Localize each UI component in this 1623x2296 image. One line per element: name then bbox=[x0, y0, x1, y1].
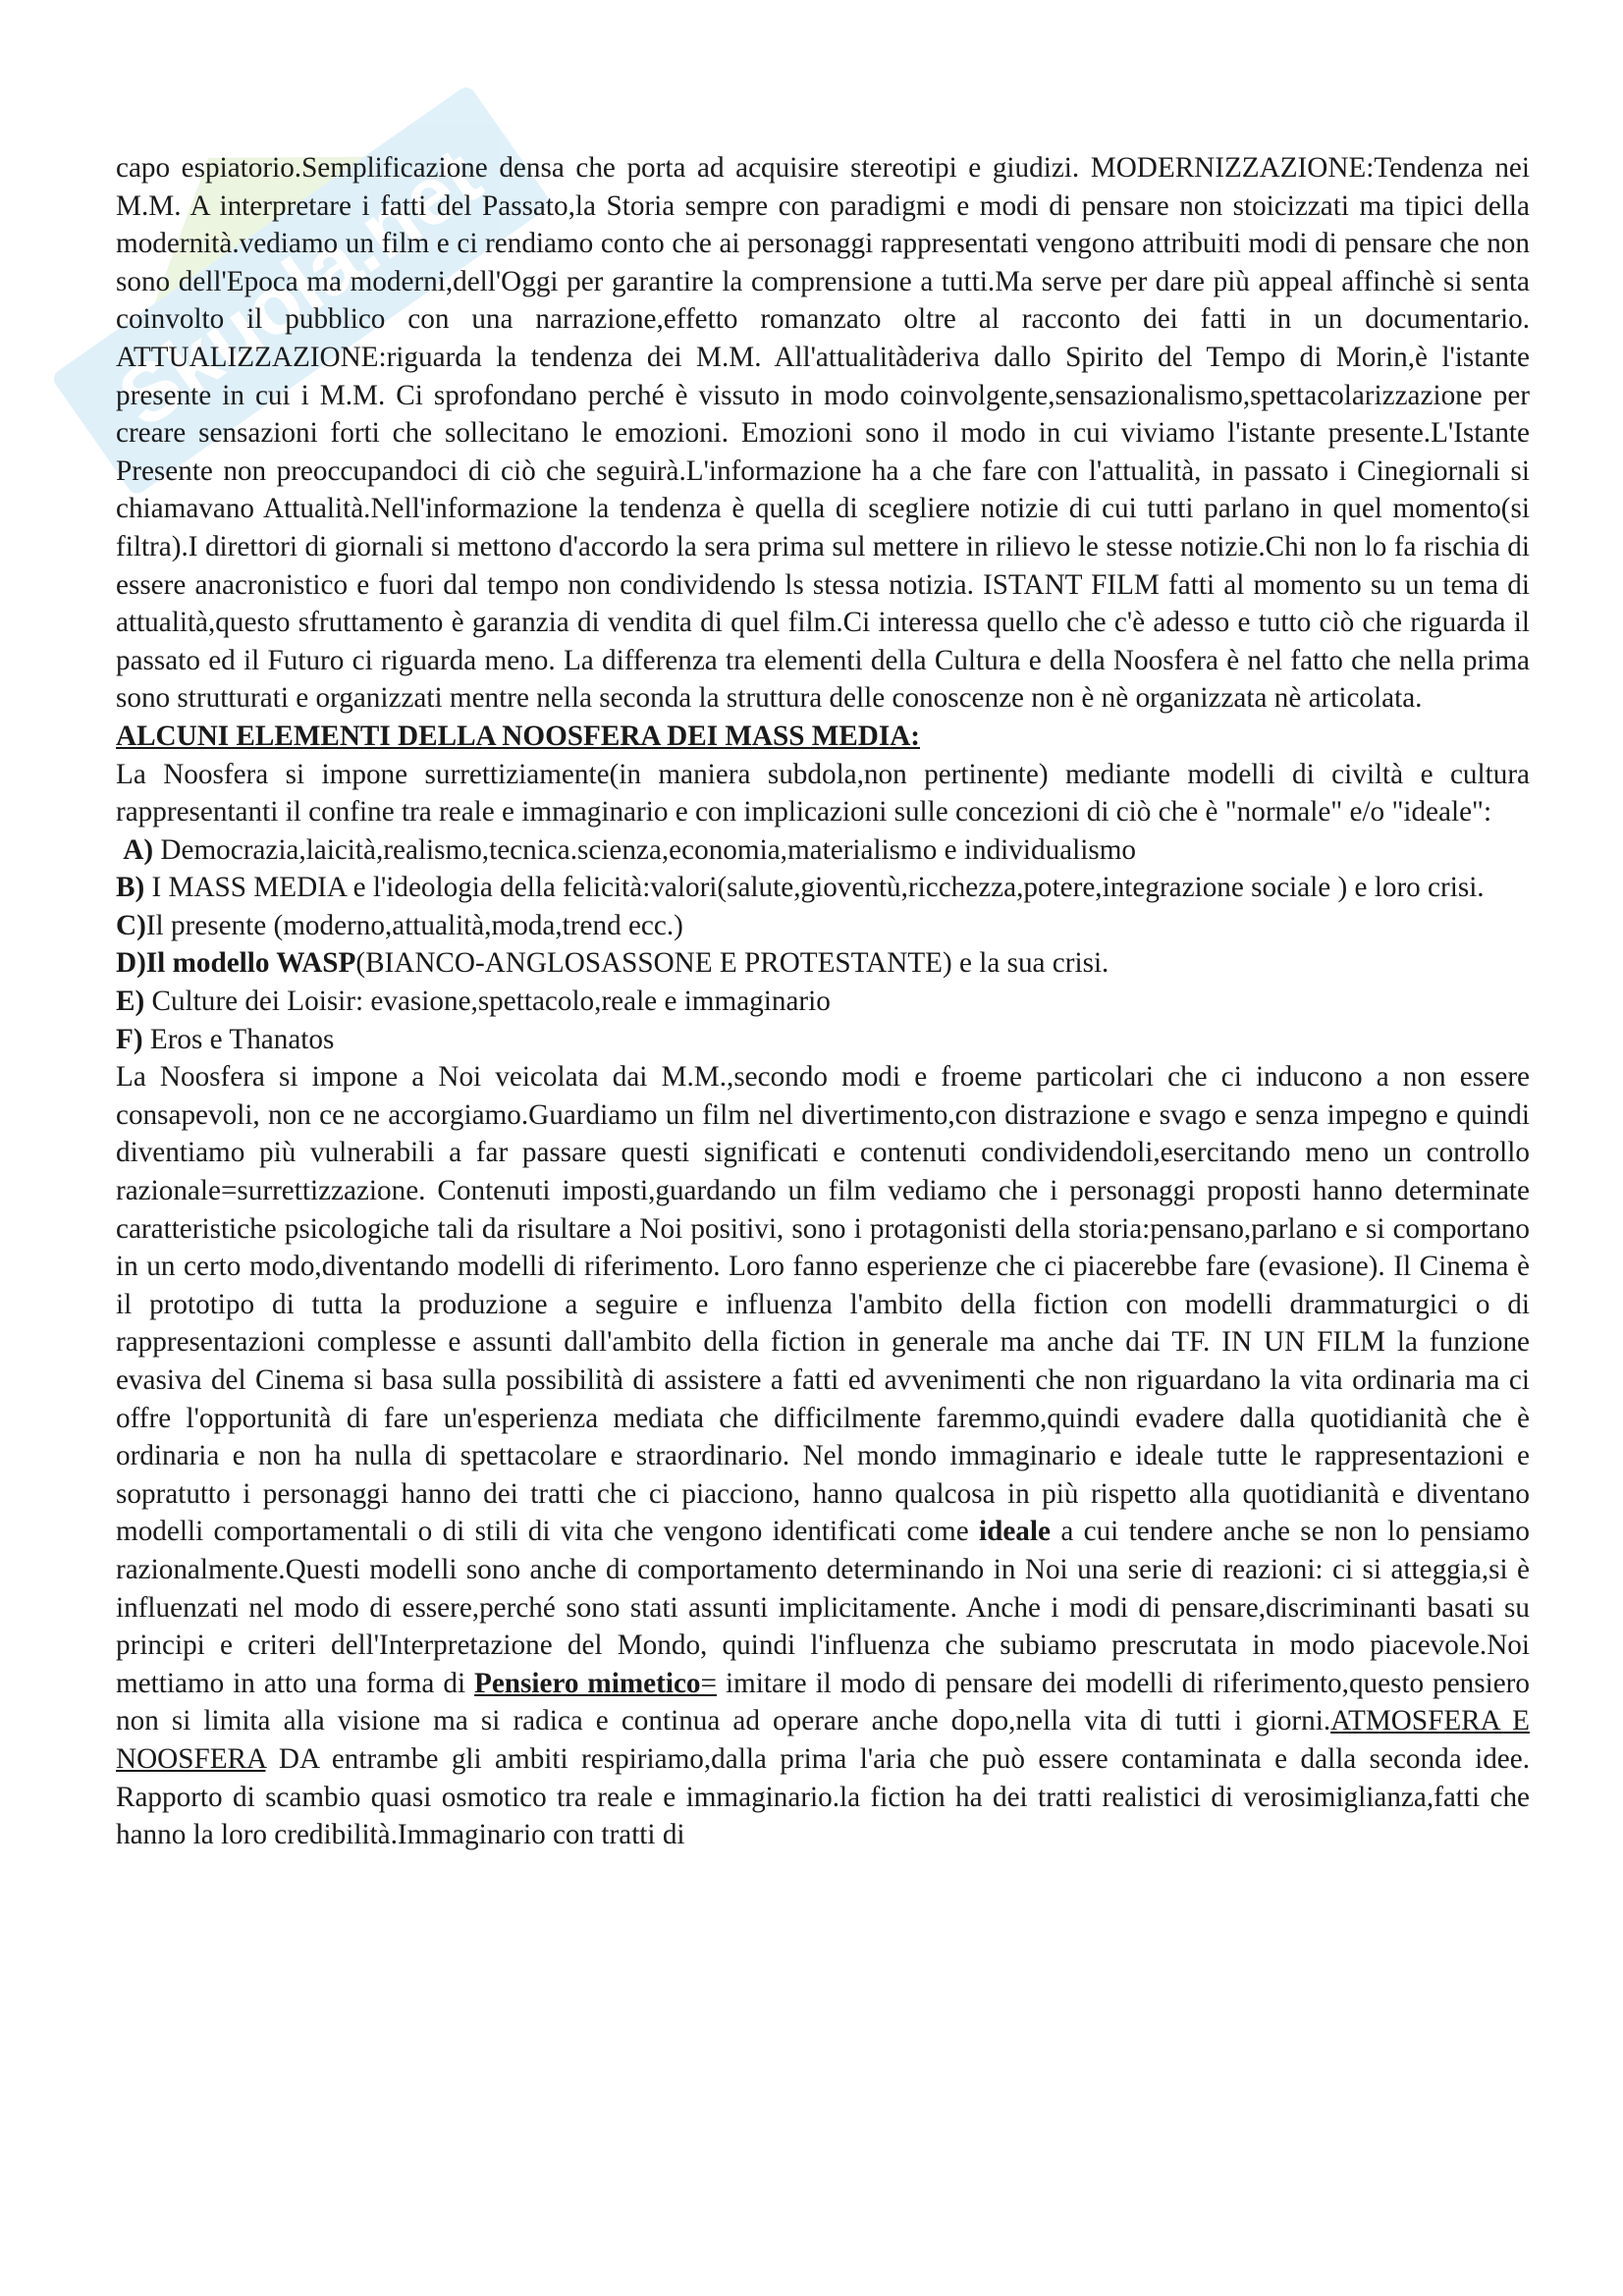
list-item-b: B) I MASS MEDIA e l'ideologia della felicità:valori(salute,gioventù,ricchezza,potere,integrazione sociale ) e loro crisi. bbox=[116, 872, 1485, 904]
list-item-a: A) Democrazia,laicità,realismo,tecnica.scienza,economia,materialismo e individualismo bbox=[123, 833, 1136, 866]
bold-pensiero-mimetico: Pensiero mimetico bbox=[474, 1667, 701, 1699]
list-item-c: C)Il presente (moderno,attualità,moda,trend ecc.) bbox=[116, 909, 683, 941]
underlined-atmosfera: ATMOSFERA E NOOSFERA bbox=[116, 1705, 1530, 1775]
list-item-f: F) Eros e Thanatos bbox=[116, 1023, 335, 1055]
paragraph-modernizzazione: capo espiatorio.Semplificazione densa che porta ad acquisire stereotipi e giudizi. MODERNIZZAZIONE:Tendenza nei M.M. A interpretare i fatti del Passato,la Storia sempre con paradigmi e modi di pensare non stoicizzati ma tipici della modernità.vediamo un film e ci rendiamo conto che ai personaggi rappresentati vengono attribuiti modi di pensare che non sono dell'Epoca ma moderni,dell'Oggi per garantire la comprensione a tutti.Ma serve per dare più appeal affinchè si senta coinvolto il pubblico con una narrazione,effetto romanzato oltre al racconto dei fatti in un documentario. ATTUALIZZAZIONE:riguarda la tendenza dei M.M. All'attualitàderiva dallo Spirito del Tempo di Morin,è l'istante presente in cui i M.M. Ci sprofondano perché è vissuto in modo coinvolgente,sensazionalismo,spettacolarizzazione per creare sensazioni forti che sollecitano le emozioni. Emozioni sono il modo in cui viviamo l'istante presente.L'Istante Presente non preoccupandoci di ciò che seguirà.L'informazione ha a che fare con l'attualità, in passato i Cinegiornali si chiamavano Attualità.Nell'informazione la tendenza è quella di scegliere notizie di cui tutti parlano in quel momento(si filtra).I direttori di giornali si mettono d'accordo la sera prima sul mettere in rilievo le stesse notizie.Chi non lo fa rischia di essere anacronistico e fuori dal tempo non condividendo ls stessa notizia. ISTANT FILM fatti al momento su un tema di attualità,questo sfruttamento è garanzia di vendita di quel film.Ci interessa quello che c'è adesso e tutto ciò che riguarda il passato ed il Futuro ci riguarda meno. La differenza tra elementi della Cultura e della Noosfera è nel fatto che nella prima sono strutturati e organizzati mentre nella seconda la struttura delle conoscenze non è nè organizzata nè articolata. bbox=[116, 152, 1530, 715]
section-heading: ALCUNI ELEMENTI DELLA NOOSFERA DEI MASS MEDIA: bbox=[116, 720, 921, 752]
list-item-d: D)Il modello WASP(BIANCO-ANGLOSASSONE E PROTESTANTE) e la sua crisi. bbox=[116, 947, 1109, 980]
list-item-e: E) Culture dei Loisir: evasione,spettacolo,reale e immaginario bbox=[116, 986, 831, 1018]
document-page bbox=[116, 149, 1530, 1854]
watermark-text: Skuola.net bbox=[101, 130, 497, 445]
paragraph-noosfera: La Noosfera si impone a Noi veicolata dai M.M.,secondo modi e froeme particolari che ci inducono a non essere consapevoli, non ce ne accorgiamo.Guardiamo un film nel divertimento,con distrazione e svago e senza impegno e quindi diventiamo più vulnerabili a far passare questi significati e contenuti condividendoli,esercitando meno un controllo razionale=surrettizzazione. Contenuti imposti,guardando un film vediamo che i personaggi proposti hanno determinate caratteristiche psicologiche tali da risultare a Noi positivi, sono i protagonisti della storia:pensano,parlano e si comportano in un certo modo,diventando modelli di riferimento. Loro fanno esperienze che ci piacerebbe fare (evasione). Il Cinema è il prototipo di tutta la produzione a seguire e influenza l'ambito della fiction con modelli drammaturgici o di rappresentazioni complesse e assunti dall'ambito della fiction in generale ma anche dai TF. IN UN FILM la funzione evasiva del Cinema si basa sulla possibilità di assistere a fatti ed avvenimenti che non riguardano la vita ordinaria ma ci offre l'opportunità di fare un'esperienza mediata che difficilmente faremmo,quindi evadere dalla quotidianità che è ordinaria e non ha nulla di spettacolare e straordinario. Nel mondo immaginario e ideale tutte le rappresentazioni e sopratutto i personaggi hanno dei tratti che ci piacciono, hanno qualcosa in più rispetto alla quotidianità e diventano modelli comportamentali o di stili di vita che vengono identificati come ideale a cui tendere anche se non lo pensiamo razionalmente.Questi modelli sono anche di comportamento determinando in Noi una serie di reazioni: ci si atteggia,si è influenzati nel modo di essere,perché sono stati assunti implicitamente. Anche i modi di pensare,discriminanti basati su principi e criteri dell'Interpretazione del Mondo, quindi l'influenza che subiamo prescrutata in modo piacevole.Noi mettiamo in atto una forma di Pensiero mimetico= imitare il modo di pensare dei modelli di riferimento,questo pensiero non si limita alla visione ma si radica e continua ad operare anche dopo,nella vita di tutti i giorni.ATMOSFERA E NOOSFERA DA entrambe gli ambiti respiriamo,dalla prima l'aria che può essere contaminata e dalla seconda idee. Rapporto di scambio quasi osmotico tra reale e immaginario.la fiction ha dei tratti realistici di verosimiglianza,fatti che hanno la loro credibilità.Immaginario con tratti di bbox=[116, 1061, 1530, 1851]
bold-ideale: ideale bbox=[979, 1516, 1051, 1548]
paragraph-intro: La Noosfera si impone surrettiziamente(in maniera subdola,non pertinente) mediante modelli di civiltà e cultura rappresentanti il confine tra reale e immaginario e con implicazioni sulle concezioni di ciò che è "normale" e/o "ideale": bbox=[116, 758, 1530, 828]
